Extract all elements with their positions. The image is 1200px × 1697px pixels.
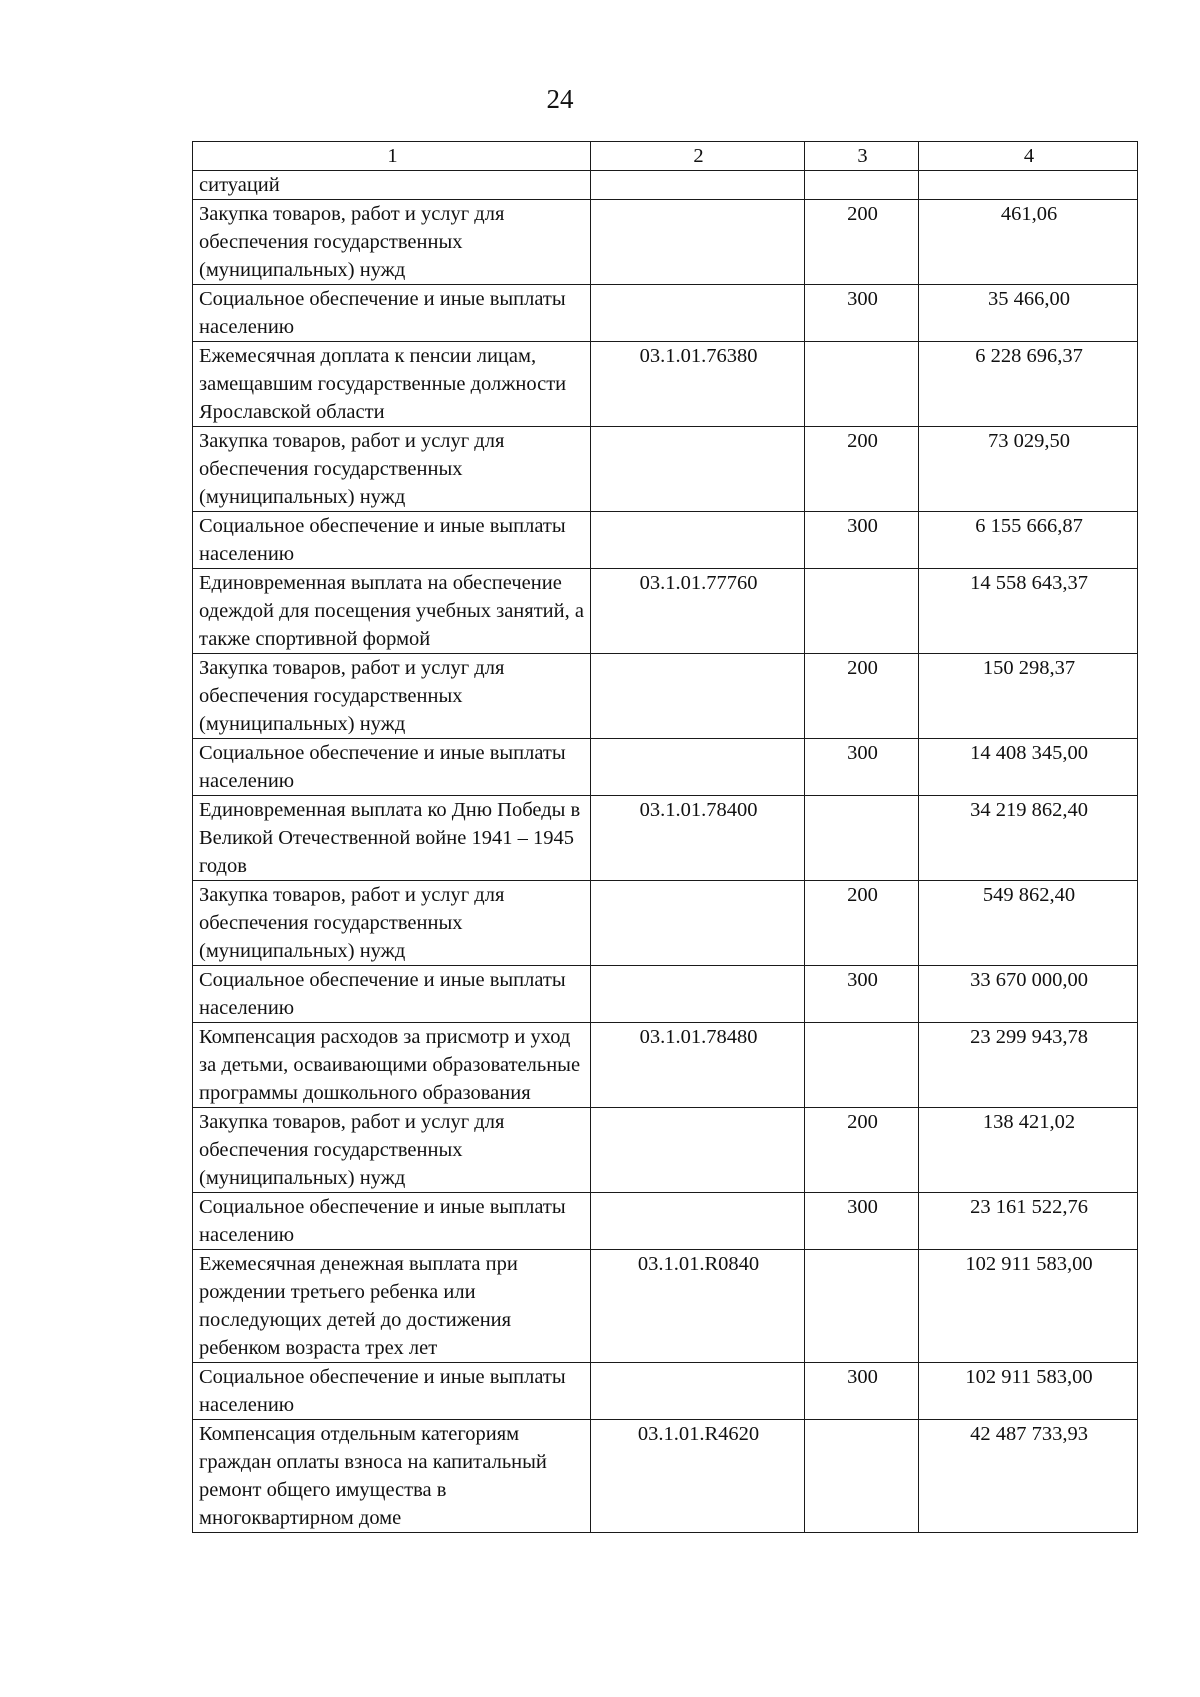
row-type-cell xyxy=(805,1250,919,1363)
row-name-cell: Ежемесячная доплата к пенсии лицам, замещавшим государственные должности Ярославской области xyxy=(193,342,591,427)
row-sum-cell: 73 029,50 xyxy=(919,427,1138,512)
row-code-cell xyxy=(591,200,805,285)
row-name-cell: Социальное обеспечение и иные выплаты населению xyxy=(193,285,591,342)
row-type-cell: 200 xyxy=(805,427,919,512)
row-code-cell xyxy=(591,654,805,739)
row-type-cell: 200 xyxy=(805,654,919,739)
row-name-cell: Закупка товаров, работ и услуг для обеспечения государственных (муниципальных) нужд xyxy=(193,200,591,285)
table-row xyxy=(193,1420,1138,1533)
row-type-cell: 300 xyxy=(805,512,919,569)
column-header-3: 3 xyxy=(805,142,919,171)
row-code-cell: 03.1.01.78480 xyxy=(591,1023,805,1108)
table-row xyxy=(193,966,1138,1023)
table-row xyxy=(193,200,1138,285)
column-header-4: 4 xyxy=(919,142,1138,171)
row-type-cell: 300 xyxy=(805,739,919,796)
row-code-cell xyxy=(591,881,805,966)
row-type-cell: 200 xyxy=(805,881,919,966)
row-name-cell: Социальное обеспечение и иные выплаты населению xyxy=(193,1363,591,1420)
row-name-cell: Закупка товаров, работ и услуг для обеспечения государственных (муниципальных) нужд xyxy=(193,654,591,739)
row-name-cell: Социальное обеспечение и иные выплаты населению xyxy=(193,966,591,1023)
row-sum-cell: 549 862,40 xyxy=(919,881,1138,966)
table-row xyxy=(193,342,1138,427)
page-number: 24 xyxy=(546,84,574,114)
row-type-cell: 200 xyxy=(805,200,919,285)
row-sum-cell: 138 421,02 xyxy=(919,1108,1138,1193)
budget-table xyxy=(192,141,1138,1533)
table-row xyxy=(193,739,1138,796)
row-sum-cell: 461,06 xyxy=(919,200,1138,285)
row-sum-cell: 14 558 643,37 xyxy=(919,569,1138,654)
row-name-cell: Закупка товаров, работ и услуг для обеспечения государственных (муниципальных) нужд xyxy=(193,427,591,512)
row-type-cell xyxy=(805,796,919,881)
row-type-cell: 300 xyxy=(805,966,919,1023)
row-type-cell: 200 xyxy=(805,1108,919,1193)
row-name-cell: Закупка товаров, работ и услуг для обеспечения государственных (муниципальных) нужд xyxy=(193,1108,591,1193)
table-row xyxy=(193,796,1138,881)
row-sum-cell: 23 299 943,78 xyxy=(919,1023,1138,1108)
row-name-cell: Единовременная выплата на обеспечение одеждой для посещения учебных занятий, а также спортивной формой xyxy=(193,569,591,654)
row-name-cell: Единовременная выплата ко Дню Победы в Великой Отечественной войне 1941 – 1945 годов xyxy=(193,796,591,881)
column-header-2: 2 xyxy=(591,142,805,171)
table-row xyxy=(193,569,1138,654)
row-sum-cell: 42 487 733,93 xyxy=(919,1420,1138,1533)
table-row xyxy=(193,512,1138,569)
row-sum-cell: 102 911 583,00 xyxy=(919,1363,1138,1420)
row-name-cell: Компенсация отдельным категориям граждан оплаты взноса на капитальный ремонт общего имущества в многоквартирном доме xyxy=(193,1420,591,1533)
row-sum-cell: 6 228 696,37 xyxy=(919,342,1138,427)
table-row xyxy=(193,427,1138,512)
row-name-cell: Компенсация расходов за присмотр и уход за детьми, осваивающими образовательные программы дошкольного образования xyxy=(193,1023,591,1108)
table-header-row xyxy=(193,142,1138,171)
table-row xyxy=(193,881,1138,966)
table-row xyxy=(193,1193,1138,1250)
table-row xyxy=(193,1108,1138,1193)
table-row xyxy=(193,171,1138,200)
row-code-cell xyxy=(591,966,805,1023)
row-code-cell xyxy=(591,1108,805,1193)
row-code-cell xyxy=(591,1363,805,1420)
table-row xyxy=(193,1363,1138,1420)
row-type-cell xyxy=(805,1420,919,1533)
table-row xyxy=(193,285,1138,342)
row-sum-cell: 33 670 000,00 xyxy=(919,966,1138,1023)
row-code-cell xyxy=(591,1193,805,1250)
row-name-cell: ситуаций xyxy=(193,171,591,200)
row-name-cell: Ежемесячная денежная выплата при рождении третьего ребенка или последующих детей до достижения ребенком возраста трех лет xyxy=(193,1250,591,1363)
row-sum-cell xyxy=(919,171,1138,200)
row-code-cell: 03.1.01.R4620 xyxy=(591,1420,805,1533)
row-code-cell xyxy=(591,285,805,342)
row-sum-cell: 6 155 666,87 xyxy=(919,512,1138,569)
row-sum-cell: 34 219 862,40 xyxy=(919,796,1138,881)
row-sum-cell: 102 911 583,00 xyxy=(919,1250,1138,1363)
row-code-cell: 03.1.01.R0840 xyxy=(591,1250,805,1363)
row-code-cell xyxy=(591,427,805,512)
row-type-cell xyxy=(805,171,919,200)
row-type-cell xyxy=(805,569,919,654)
table-row xyxy=(193,654,1138,739)
row-type-cell xyxy=(805,342,919,427)
row-sum-cell: 35 466,00 xyxy=(919,285,1138,342)
row-name-cell: Социальное обеспечение и иные выплаты населению xyxy=(193,1193,591,1250)
row-code-cell xyxy=(591,171,805,200)
row-sum-cell: 23 161 522,76 xyxy=(919,1193,1138,1250)
row-name-cell: Социальное обеспечение и иные выплаты населению xyxy=(193,739,591,796)
column-header-1: 1 xyxy=(193,142,591,171)
row-code-cell: 03.1.01.76380 xyxy=(591,342,805,427)
row-code-cell xyxy=(591,512,805,569)
row-code-cell: 03.1.01.78400 xyxy=(591,796,805,881)
row-name-cell: Закупка товаров, работ и услуг для обеспечения государственных (муниципальных) нужд xyxy=(193,881,591,966)
table-row xyxy=(193,1023,1138,1108)
row-sum-cell: 14 408 345,00 xyxy=(919,739,1138,796)
row-type-cell: 300 xyxy=(805,1193,919,1250)
row-code-cell xyxy=(591,739,805,796)
row-type-cell: 300 xyxy=(805,1363,919,1420)
row-code-cell: 03.1.01.77760 xyxy=(591,569,805,654)
row-type-cell: 300 xyxy=(805,285,919,342)
table-body xyxy=(193,171,1138,1533)
row-sum-cell: 150 298,37 xyxy=(919,654,1138,739)
table-row xyxy=(193,1250,1138,1363)
row-name-cell: Социальное обеспечение и иные выплаты населению xyxy=(193,512,591,569)
row-type-cell xyxy=(805,1023,919,1108)
